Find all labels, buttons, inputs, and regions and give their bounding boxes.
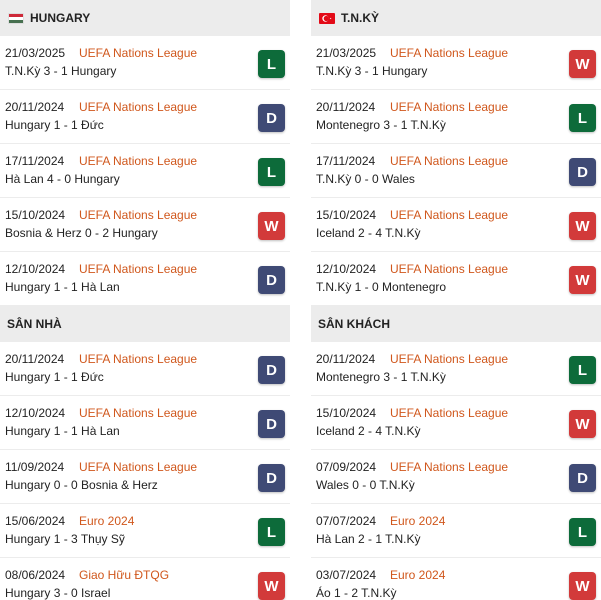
match-score: Hungary 1 - 1 Hà Lan bbox=[5, 424, 120, 438]
match-score: Montenegro 3 - 1 T.N.Kỳ bbox=[316, 370, 446, 384]
match-date: 03/07/2024 bbox=[316, 568, 377, 582]
match-row[interactable] bbox=[311, 198, 601, 252]
match-competition[interactable]: UEFA Nations League bbox=[390, 406, 509, 420]
match-date: 17/11/2024 bbox=[316, 154, 376, 168]
match-row[interactable] bbox=[0, 36, 290, 90]
match-row[interactable] bbox=[0, 90, 290, 144]
match-score: T.N.Kỳ 3 - 1 Hungary bbox=[5, 64, 117, 78]
match-competition[interactable]: UEFA Nations League bbox=[79, 406, 198, 420]
match-date: 20/11/2024 bbox=[316, 100, 376, 114]
home-header bbox=[0, 306, 290, 342]
match-competition[interactable]: UEFA Nations League bbox=[79, 46, 198, 60]
hungary-title: HUNGARY bbox=[30, 11, 91, 25]
match-competition[interactable]: UEFA Nations League bbox=[390, 46, 509, 60]
result-badge: L bbox=[258, 50, 285, 78]
result-badge: L bbox=[258, 158, 285, 186]
match-date: 15/10/2024 bbox=[316, 208, 377, 222]
match-row[interactable] bbox=[311, 90, 601, 144]
match-date: 07/09/2024 bbox=[316, 460, 377, 474]
match-row[interactable] bbox=[311, 396, 601, 450]
match-date: 20/11/2024 bbox=[316, 352, 376, 366]
match-row[interactable] bbox=[311, 144, 601, 198]
match-row[interactable] bbox=[311, 36, 601, 90]
match-score: Hungary 1 - 1 Đức bbox=[5, 370, 104, 384]
match-date: 07/07/2024 bbox=[316, 514, 377, 528]
result-badge: W bbox=[258, 572, 285, 600]
match-score: Iceland 2 - 4 T.N.Kỳ bbox=[316, 424, 421, 438]
result-badge: D bbox=[569, 464, 596, 492]
match-row[interactable] bbox=[311, 450, 601, 504]
hungary-match-list bbox=[0, 36, 290, 306]
match-score: Iceland 2 - 4 T.N.Kỳ bbox=[316, 226, 421, 240]
match-date: 15/06/2024 bbox=[5, 514, 66, 528]
turkey-header bbox=[311, 0, 601, 36]
match-row[interactable] bbox=[311, 252, 601, 306]
result-badge: W bbox=[569, 266, 596, 294]
match-competition[interactable]: Euro 2024 bbox=[390, 568, 446, 582]
result-badge: W bbox=[569, 50, 596, 78]
match-date: 08/06/2024 bbox=[5, 568, 66, 582]
match-score: Hungary 3 - 0 Israel bbox=[5, 586, 111, 600]
turkey-title: T.N.KỲ bbox=[341, 11, 380, 25]
result-badge: D bbox=[258, 410, 285, 438]
result-badge: L bbox=[569, 104, 596, 132]
match-date: 20/11/2024 bbox=[5, 100, 65, 114]
match-row[interactable] bbox=[311, 558, 601, 600]
match-competition[interactable]: Euro 2024 bbox=[390, 514, 446, 528]
result-badge: W bbox=[569, 410, 596, 438]
match-competition[interactable]: UEFA Nations League bbox=[390, 208, 509, 222]
result-badge: W bbox=[569, 212, 596, 240]
match-date: 20/11/2024 bbox=[5, 352, 65, 366]
result-badge: L bbox=[569, 356, 596, 384]
match-date: 12/10/2024 bbox=[5, 262, 66, 276]
match-score: T.N.Kỳ 1 - 0 Montenegro bbox=[316, 280, 447, 294]
home-title: SÂN NHÀ bbox=[7, 317, 62, 331]
match-score: Wales 0 - 0 T.N.Kỳ bbox=[316, 478, 415, 492]
match-competition[interactable]: UEFA Nations League bbox=[390, 100, 509, 114]
match-score: Áo 1 - 2 T.N.Kỳ bbox=[316, 586, 397, 600]
match-score: T.N.Kỳ 0 - 0 Wales bbox=[316, 172, 415, 186]
match-score: Hà Lan 4 - 0 Hungary bbox=[5, 172, 120, 186]
match-row[interactable] bbox=[311, 342, 601, 396]
match-score: Hungary 1 - 3 Thụy Sỹ bbox=[5, 532, 125, 546]
away-title: SÂN KHÁCH bbox=[318, 317, 390, 331]
away-match-list bbox=[311, 342, 601, 600]
match-date: 17/11/2024 bbox=[5, 154, 65, 168]
match-score: Hungary 0 - 0 Bosnia & Herz bbox=[5, 478, 158, 492]
result-badge: W bbox=[258, 212, 285, 240]
match-score: T.N.Kỳ 3 - 1 Hungary bbox=[316, 64, 428, 78]
match-score: Hungary 1 - 1 Hà Lan bbox=[5, 280, 120, 294]
match-competition[interactable]: UEFA Nations League bbox=[79, 460, 198, 474]
match-date: 12/10/2024 bbox=[5, 406, 66, 420]
match-date: 15/10/2024 bbox=[5, 208, 66, 222]
match-date: 12/10/2024 bbox=[316, 262, 377, 276]
match-score: Montenegro 3 - 1 T.N.Kỳ bbox=[316, 118, 446, 132]
match-competition[interactable]: UEFA Nations League bbox=[390, 352, 509, 366]
result-badge: D bbox=[258, 266, 285, 294]
match-competition[interactable]: UEFA Nations League bbox=[79, 208, 198, 222]
result-badge: W bbox=[569, 572, 596, 600]
match-score: Hungary 1 - 1 Đức bbox=[5, 118, 104, 132]
match-row[interactable] bbox=[0, 450, 290, 504]
turkey-column bbox=[311, 0, 601, 600]
result-badge: D bbox=[258, 104, 285, 132]
match-row[interactable] bbox=[0, 396, 290, 450]
match-row[interactable] bbox=[0, 198, 290, 252]
match-competition[interactable]: Giao Hữu ĐTQG bbox=[79, 568, 170, 582]
match-competition[interactable]: UEFA Nations League bbox=[79, 154, 198, 168]
match-row[interactable] bbox=[0, 252, 290, 306]
result-badge: L bbox=[569, 518, 596, 546]
hungary-flag-icon bbox=[8, 13, 24, 24]
match-competition[interactable]: UEFA Nations League bbox=[390, 460, 509, 474]
turkey-match-list bbox=[311, 36, 601, 306]
match-row[interactable] bbox=[0, 504, 290, 558]
match-competition[interactable]: UEFA Nations League bbox=[79, 100, 198, 114]
home-match-list bbox=[0, 342, 290, 600]
match-row[interactable] bbox=[0, 144, 290, 198]
result-badge: D bbox=[258, 356, 285, 384]
match-score: Bosnia & Herz 0 - 2 Hungary bbox=[5, 226, 158, 240]
result-badge: D bbox=[258, 464, 285, 492]
match-competition[interactable]: UEFA Nations League bbox=[390, 262, 509, 276]
hungary-column bbox=[0, 0, 290, 600]
turkey-flag-icon bbox=[319, 13, 335, 24]
result-badge: L bbox=[258, 518, 285, 546]
match-date: 21/03/2025 bbox=[5, 46, 66, 60]
match-score: Hà Lan 2 - 1 T.N.Kỳ bbox=[316, 532, 421, 546]
match-date: 21/03/2025 bbox=[316, 46, 377, 60]
match-date: 11/09/2024 bbox=[5, 460, 65, 474]
match-row[interactable] bbox=[0, 558, 290, 600]
match-row[interactable] bbox=[0, 342, 290, 396]
match-competition[interactable]: UEFA Nations League bbox=[79, 352, 198, 366]
match-competition[interactable]: UEFA Nations League bbox=[79, 262, 198, 276]
match-date: 15/10/2024 bbox=[316, 406, 377, 420]
hungary-header bbox=[0, 0, 290, 36]
match-competition[interactable]: UEFA Nations League bbox=[390, 154, 509, 168]
match-competition[interactable]: Euro 2024 bbox=[79, 514, 135, 528]
result-badge: D bbox=[569, 158, 596, 186]
match-row[interactable] bbox=[311, 504, 601, 558]
away-header bbox=[311, 306, 601, 342]
